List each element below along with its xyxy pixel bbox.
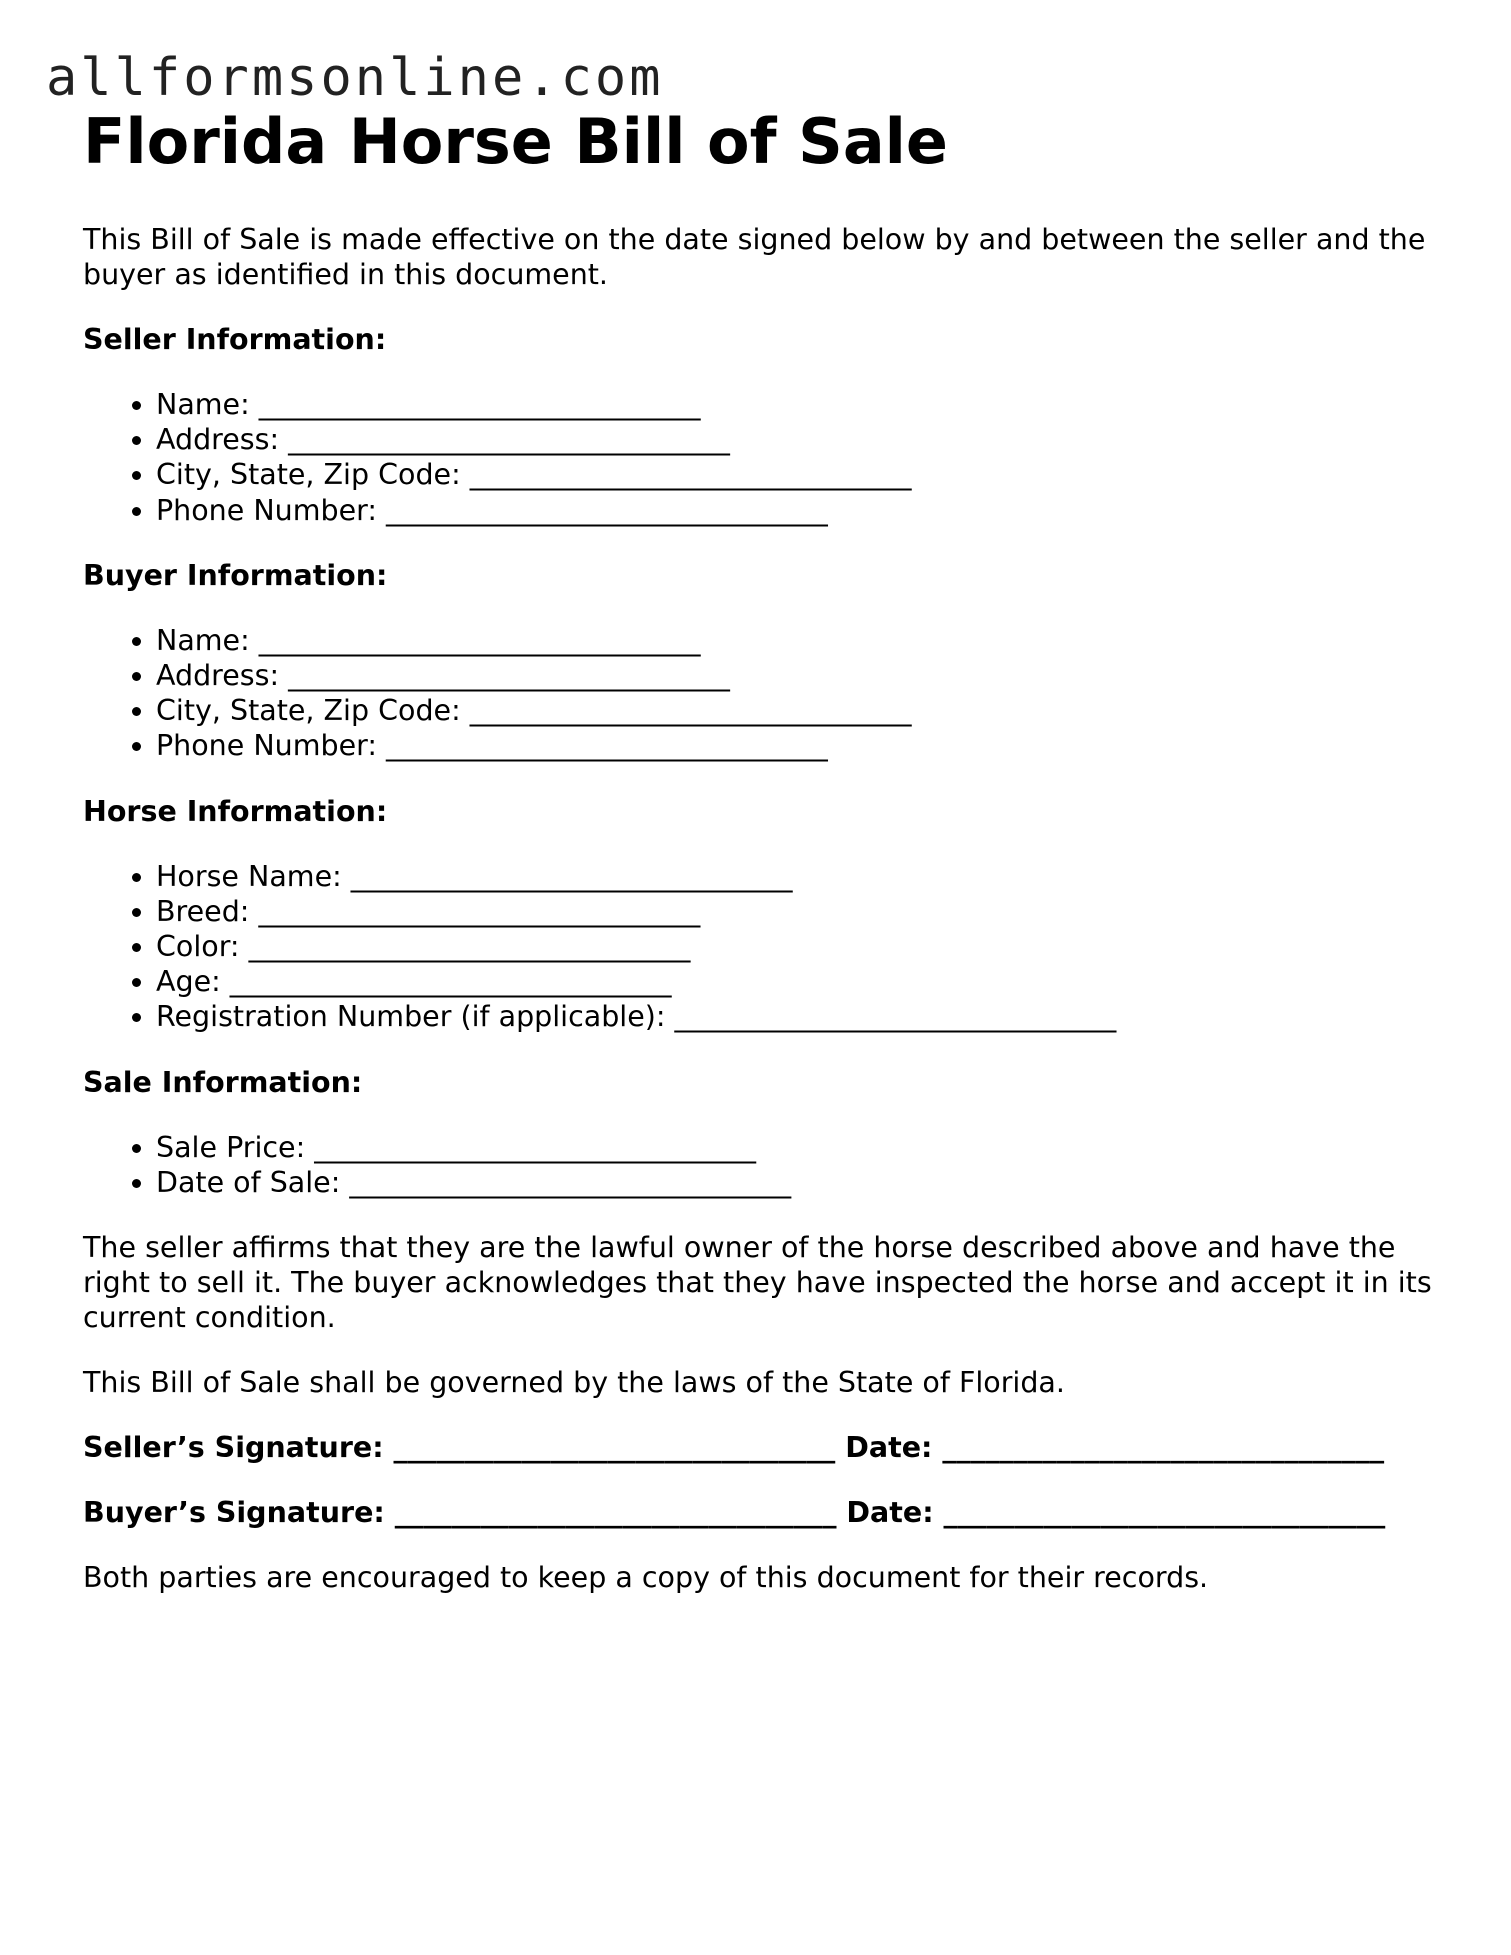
horse-fields	[83, 859, 1443, 1035]
document-body	[83, 104, 1443, 1595]
buyer-heading: Buyer Information:	[83, 558, 388, 592]
seller-address-field: • Address: _______________________________	[156, 422, 1443, 457]
sale-date-field: • Date of Sale: _______________________________	[156, 1165, 1443, 1200]
buyer-city-state-zip-field: • City, State, Zip Code: _______________________________	[156, 693, 1443, 728]
seller-heading: Seller Information:	[83, 323, 387, 356]
closing-paragraph: Both parties are encouraged to keep a copy of this document for their records.	[83, 1561, 1209, 1595]
seller-signature-line: Seller’s Signature: _______________________________ Date: _______________________________	[83, 1431, 1385, 1465]
governing-law-paragraph: This Bill of Sale shall be governed by the laws of the State of Florida.	[83, 1366, 1065, 1400]
horse-heading: Horse Information:	[83, 794, 388, 828]
watermark: allformsonline.com	[46, 48, 664, 108]
seller-city-state-zip-field: • City, State, Zip Code: _______________________________	[156, 457, 1443, 492]
sale-fields	[83, 1130, 1443, 1200]
buyer-address-field: • Address: _______________________________	[156, 658, 1443, 693]
horse-name-field: • Horse Name: _______________________________	[156, 859, 1443, 894]
sale-heading: Sale Information:	[83, 1065, 363, 1099]
affirmation-paragraph: The seller affirms that they are the lawful owner of the horse described above and have the right to sell it. The buyer acknowledges that they have inspected the horse and accept it in its current condition.	[83, 1231, 1432, 1335]
horse-age-field: • Age: _______________________________	[156, 964, 1443, 999]
intro-paragraph: This Bill of Sale is made effective on the date signed below by and between the seller and the buyer as identified in this document.	[83, 223, 1426, 291]
page-title: Florida Horse Bill of Sale	[83, 105, 948, 178]
horse-color-field: • Color: _______________________________	[156, 929, 1443, 964]
buyer-fields	[83, 623, 1443, 764]
horse-registration-field: • Registration Number (if applicable): _______________________________	[156, 999, 1443, 1034]
buyer-name-field: • Name: _______________________________	[156, 623, 1443, 658]
seller-name-field: • Name: _______________________________	[156, 387, 1443, 422]
seller-phone-field: • Phone Number: _______________________________	[156, 493, 1443, 528]
buyer-phone-field: • Phone Number: _______________________________	[156, 728, 1443, 763]
horse-breed-field: • Breed: _______________________________	[156, 894, 1443, 929]
sale-price-field: • Sale Price: _______________________________	[156, 1130, 1443, 1165]
buyer-signature-line: Buyer’s Signature: _______________________________ Date: _______________________________	[83, 1496, 1386, 1530]
seller-fields	[83, 387, 1443, 528]
